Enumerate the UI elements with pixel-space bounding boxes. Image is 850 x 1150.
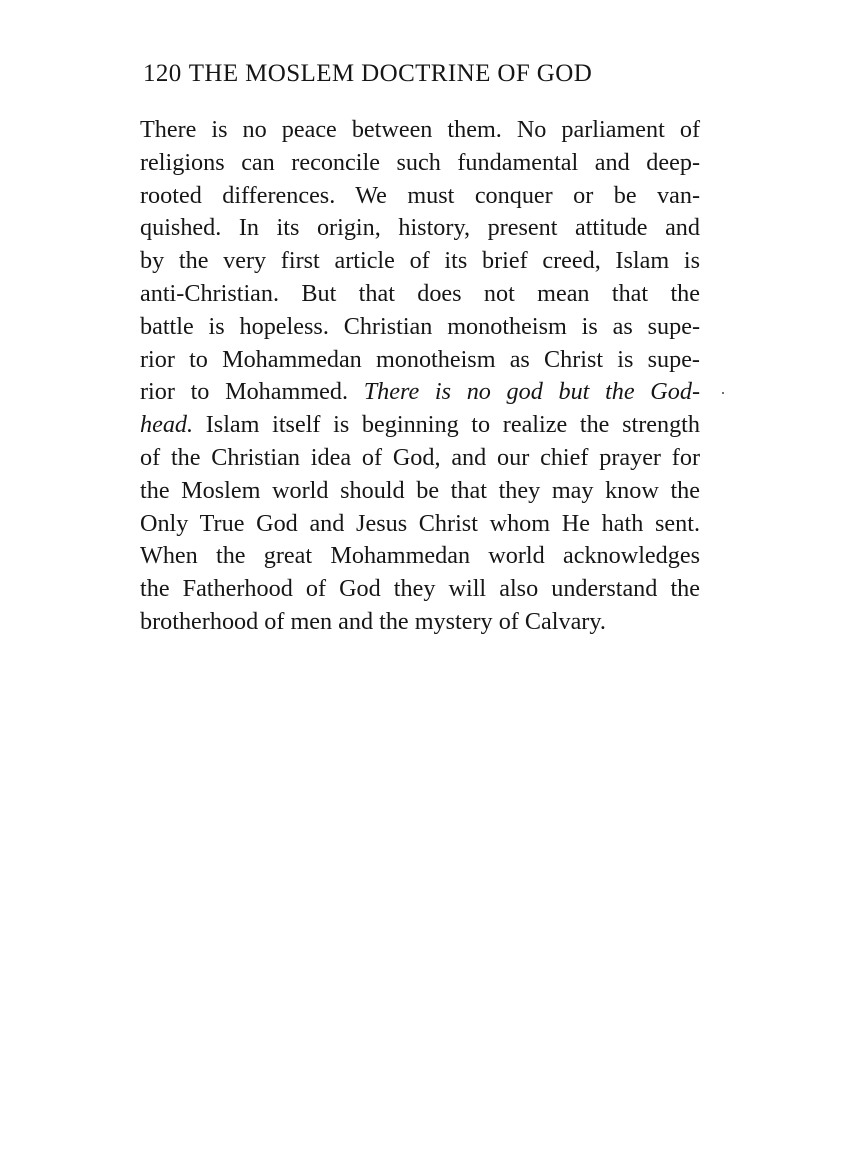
page-number: 120	[143, 60, 182, 87]
text-line: quished. In its origin, history, present attitude and	[140, 214, 700, 242]
text-segment: rior to Mohammed.	[140, 378, 364, 406]
text-line	[140, 376, 700, 409]
italic-phrase: head.	[140, 411, 194, 439]
running-title: THE MOSLEM DOCTRINE OF GOD	[188, 60, 593, 87]
running-head	[143, 60, 703, 88]
text-segment: Islam itself is beginning to realize the strength	[193, 411, 700, 439]
text-line: by the very first article of its brief creed, Islam is	[140, 247, 700, 275]
text-line: When the great Mohammedan world acknowledges	[140, 542, 700, 570]
text-line: brotherhood of men and the mystery of Calvary.	[140, 607, 606, 635]
text-line: the Moslem world should be that they may know the	[140, 476, 700, 504]
text-line: rooted differences. We must conquer or be van-	[140, 181, 700, 209]
text-line: religions can reconcile such fundamental and deep-	[140, 148, 700, 176]
text-line: Only True God and Jesus Christ whom He hath sent.	[140, 509, 700, 537]
text-line: of the Christian idea of God, and our chief prayer for	[140, 443, 700, 471]
text-line	[140, 409, 700, 442]
text-line: rior to Mohammedan monotheism as Christ is supe-	[140, 345, 700, 373]
text-line: There is no peace between them. No parliament of	[140, 116, 700, 143]
body-paragraph	[140, 114, 700, 639]
text-line: battle is hopeless. Christian monotheism is as supe-	[140, 312, 700, 340]
ink-speck	[722, 392, 724, 394]
text-line: anti-Christian. But that does not mean that the	[140, 279, 700, 307]
italic-phrase: There is no god but the God-	[363, 378, 700, 406]
text-line: the Fatherhood of God they will also understand the	[140, 575, 700, 603]
